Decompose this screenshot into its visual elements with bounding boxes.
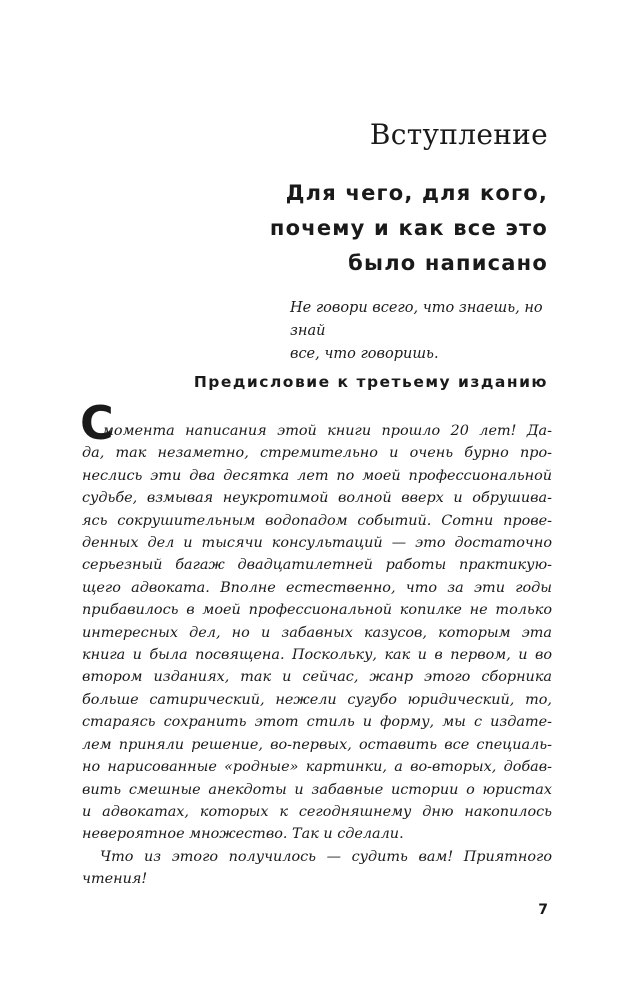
body-text — [82, 420, 552, 891]
body-line: неслись эти два десятка лет по моей профессиональной — [82, 467, 552, 484]
main-heading — [148, 176, 548, 281]
body-line: но нарисованные «родные» картинки, а во-вторых, добав- — [82, 759, 552, 776]
body-line: и адвокатах, которых к сегодняшнему дню накопилось — [82, 803, 552, 820]
epigraph-line: все, что говоришь. — [290, 346, 439, 362]
body-line: серьезный багаж двадцатилетней работы практикую- — [82, 557, 552, 574]
epigraph-line: Не говори всего, что знаешь, но знай — [290, 300, 543, 339]
body-line: чтения! — [82, 871, 148, 888]
body-line: вить смешные анекдоты и забавные истории о юристах — [82, 781, 552, 798]
body-line: втором изданиях, так и сейчас, жанр этого сборника — [82, 669, 552, 686]
body-line: книга и была посвящена. Поскольку, как и в первом, и во — [82, 647, 552, 664]
body-line: лем приняли решение, во-первых, оставить все специаль- — [82, 736, 552, 753]
body-line: прибавилось в моей профессиональной копилке не только — [82, 602, 552, 619]
body-line: Что из этого получилось — судить вам! Приятного — [100, 848, 552, 865]
body-line: больше сатирический, нежели сугубо юридический, то, — [82, 691, 552, 708]
body-line: судьбе, взмывая неукротимой волной вверх и обрушива- — [82, 490, 552, 507]
body-line: да, так незаметно, стремительно и очень бурно про- — [82, 445, 552, 462]
epigraph — [290, 297, 560, 366]
body-line: момента написания этой книги прошло 20 лет! Да- — [102, 423, 552, 439]
main-heading-line: Для чего, для кого, — [285, 181, 548, 205]
body-line: стараясь сохранить этот стиль и форму, мы с издате- — [82, 714, 552, 731]
main-heading-line: было написано — [348, 251, 548, 275]
body-line: ясь сокрушительным водопадом событий. Сотни прове- — [82, 512, 552, 529]
main-heading-line: почему и как все это — [269, 216, 548, 240]
chapter-title: Вступление — [369, 118, 548, 151]
section-heading: Предисловие к третьему изданию — [193, 373, 548, 391]
body-line: щего адвоката. Вполне естественно, что за эти годы — [82, 579, 552, 596]
body-line: невероятное множество. Так и сделали. — [82, 826, 404, 843]
page-number: 7 — [538, 902, 548, 918]
drop-cap-letter: С — [80, 396, 114, 450]
body-line: интересных дел, но и забавных казусов, которым эта — [82, 624, 552, 641]
body-line: денных дел и тысячи консультаций — это достаточно — [82, 535, 552, 552]
